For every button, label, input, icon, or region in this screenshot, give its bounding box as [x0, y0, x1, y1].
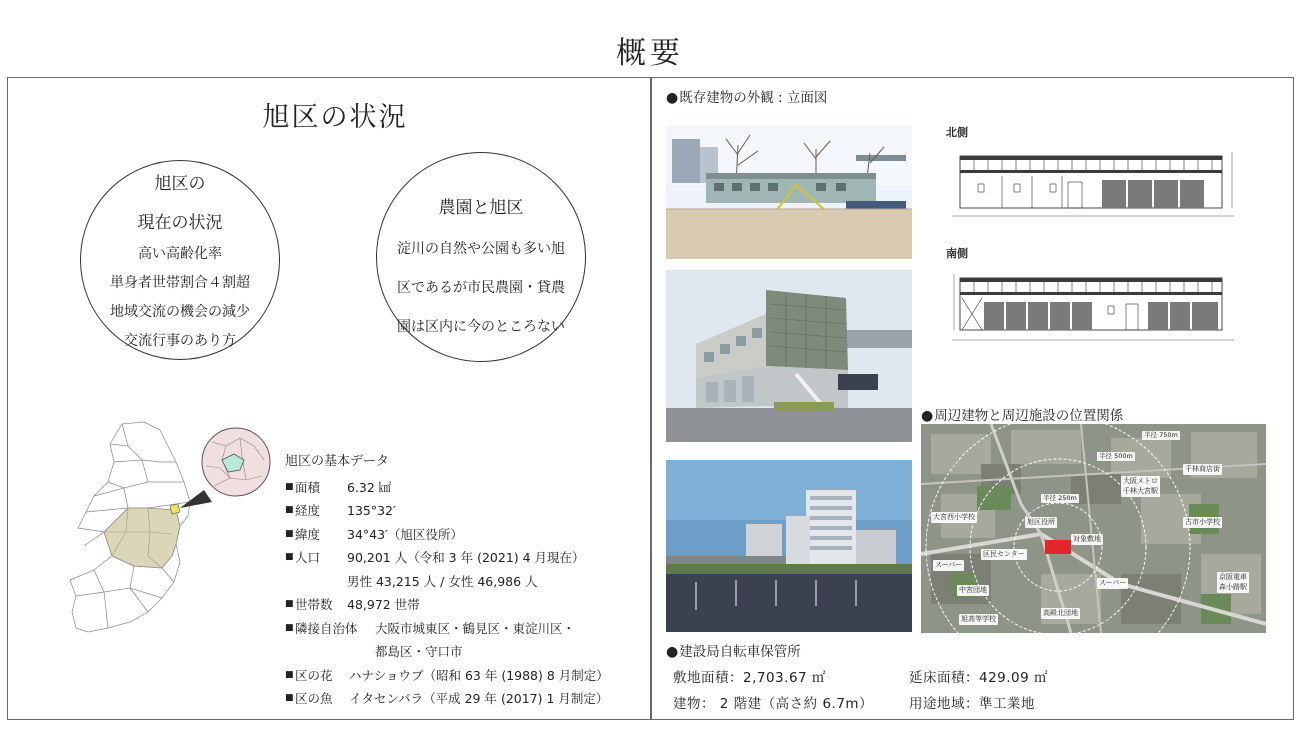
basic-data-title: 旭区の基本データ — [285, 454, 390, 469]
data-label: 人口 — [295, 550, 321, 566]
data-row-households — [285, 593, 645, 617]
data-row-longitude — [285, 499, 645, 523]
furuichi-school-label: 古市小学校 — [1185, 518, 1220, 526]
building-info: 建物： 2 階建（高さ約 6.7m） — [673, 696, 874, 712]
bullet-icon: ■ — [285, 481, 294, 492]
bullet-icon: ■ — [285, 528, 294, 539]
exterior-heading — [666, 86, 827, 106]
farm-ward-line: 淀川の自然や公園も多い旭 — [397, 241, 565, 257]
osaka-city-map — [64, 416, 274, 638]
bullet-icon: ■ — [285, 622, 294, 633]
bullet-icon: ■ — [285, 505, 294, 516]
bullet-dot-icon: ● — [666, 644, 679, 660]
data-value: イタセンパラ（平成 29 年 (2017) 1 月制定） — [349, 691, 609, 707]
ward-center-label: 区民センター — [983, 550, 1025, 558]
floor-area: 延床面積：429.09 ㎡ — [909, 670, 1049, 686]
page-title: 概要 — [616, 36, 684, 71]
north-elevation-label: 北側 — [946, 126, 968, 139]
surroundings-heading — [921, 404, 1123, 424]
data-value: 34°43′（旭区役所） — [347, 526, 463, 542]
data-label: 区の花 — [295, 667, 333, 683]
basic-data-block — [285, 450, 645, 710]
senbayashi-label: 千林商店街 — [1185, 465, 1220, 473]
osaka-metro-label: 大阪メトロ — [1123, 477, 1158, 485]
photo-building-corner — [666, 270, 912, 442]
aerial-map — [921, 424, 1266, 633]
takadono-label: 高殿北団地 — [1043, 609, 1078, 617]
data-label: 面積 — [295, 479, 321, 495]
current-status-item: 単身者世帯割合４割超 — [110, 275, 250, 291]
zoning-info: 用途地域：準工業地 — [909, 696, 1035, 712]
data-value: 大阪市城東区・鶴見区・東淀川区・ — [375, 620, 576, 636]
data-value: 48,972 世帯 — [347, 597, 420, 613]
data-row-fish — [285, 687, 645, 711]
data-value: 90,201 人（令和 3 年 (2021) 4 月現在） — [347, 550, 585, 566]
morikoji-label: 森小路駅 — [1219, 583, 1247, 591]
data-label: 区の魚 — [295, 691, 333, 707]
farm-ward-line: 園は区内に今のところない — [397, 319, 565, 335]
nakamiya-label: 中宮団地 — [959, 586, 987, 594]
facility-heading-text: 建設局自転車保管所 — [679, 644, 801, 660]
omiya-station-label: 千林大宮駅 — [1123, 487, 1158, 495]
ward-office-label: 旭区役所 — [1027, 518, 1055, 526]
ring-750-label: 半径 750m — [1144, 431, 1178, 439]
bullet-icon: ■ — [285, 552, 294, 563]
asahi-ward-marker — [170, 504, 180, 514]
bullet-icon: ■ — [285, 669, 294, 680]
data-value: 6.32 ㎢ — [347, 479, 392, 495]
super-label-1: スーパー — [935, 561, 963, 569]
data-row-neighbors-cont: 都島区・守口市 — [375, 644, 463, 660]
ward-status-heading: 旭区の状況 — [262, 102, 408, 133]
omiya-nishi-school-label: 大宮西小学校 — [933, 513, 975, 521]
data-row-population-cont: 男性 43,215 人 / 女性 46,986 人 — [347, 573, 538, 589]
data-label: 緯度 — [295, 526, 321, 542]
current-status-title-2: 現在の状況 — [137, 213, 223, 233]
exterior-heading-text: 既存建物の外観 : 立面図 — [679, 90, 828, 106]
bullet-dot-icon: ● — [666, 90, 679, 106]
photo-park-view — [666, 125, 912, 259]
bullet-icon: ■ — [285, 599, 294, 610]
current-status-title-1: 旭区の — [154, 174, 206, 194]
data-row-neighbors — [285, 616, 645, 640]
keihan-label: 京阪電車 — [1219, 573, 1247, 581]
current-status-item: 高い高齢化率 — [138, 246, 222, 262]
data-label: 世帯数 — [295, 597, 333, 613]
site-area: 敷地面積：2,703.67 ㎡ — [673, 670, 826, 686]
farm-ward-circle — [376, 152, 586, 362]
column-divider — [650, 77, 652, 720]
current-status-item: 交流行事のあり方 — [124, 333, 236, 349]
data-row-flower — [285, 663, 645, 687]
current-status-item: 地域交流の機会の減少 — [110, 304, 250, 320]
site-label: 対象敷地 — [1073, 535, 1101, 543]
ring-250-label: 半径 250m — [1043, 494, 1077, 502]
data-value: 135°32′ — [347, 502, 396, 518]
data-row-area — [285, 475, 645, 499]
bullet-dot-icon: ● — [921, 408, 934, 424]
bullet-icon: ■ — [285, 693, 294, 704]
data-row-population — [285, 546, 645, 570]
farm-ward-line: 区であるが市民農園・貸農 — [397, 280, 565, 296]
facility-heading — [666, 640, 801, 660]
data-value: ハナショウブ（昭和 63 年 (1988) 8 月制定） — [349, 667, 609, 683]
north-elevation-drawing — [942, 140, 1244, 232]
super-label-2: スーパー — [1099, 579, 1127, 587]
south-elevation-drawing — [942, 262, 1244, 356]
south-elevation-label: 南側 — [946, 247, 968, 260]
data-label: 隣接自治体 — [295, 620, 358, 636]
data-row-latitude — [285, 522, 645, 546]
asahi-high-school-label: 旭高等学校 — [961, 615, 996, 623]
photo-parking-lot — [666, 460, 912, 632]
ring-500-label: 半径 500m — [1099, 452, 1133, 460]
farm-ward-title: 農園と旭区 — [438, 198, 524, 218]
surroundings-heading-text: 周辺建物と周辺施設の位置関係 — [934, 408, 1124, 424]
data-label: 経度 — [295, 503, 321, 519]
current-status-circle — [80, 160, 280, 360]
